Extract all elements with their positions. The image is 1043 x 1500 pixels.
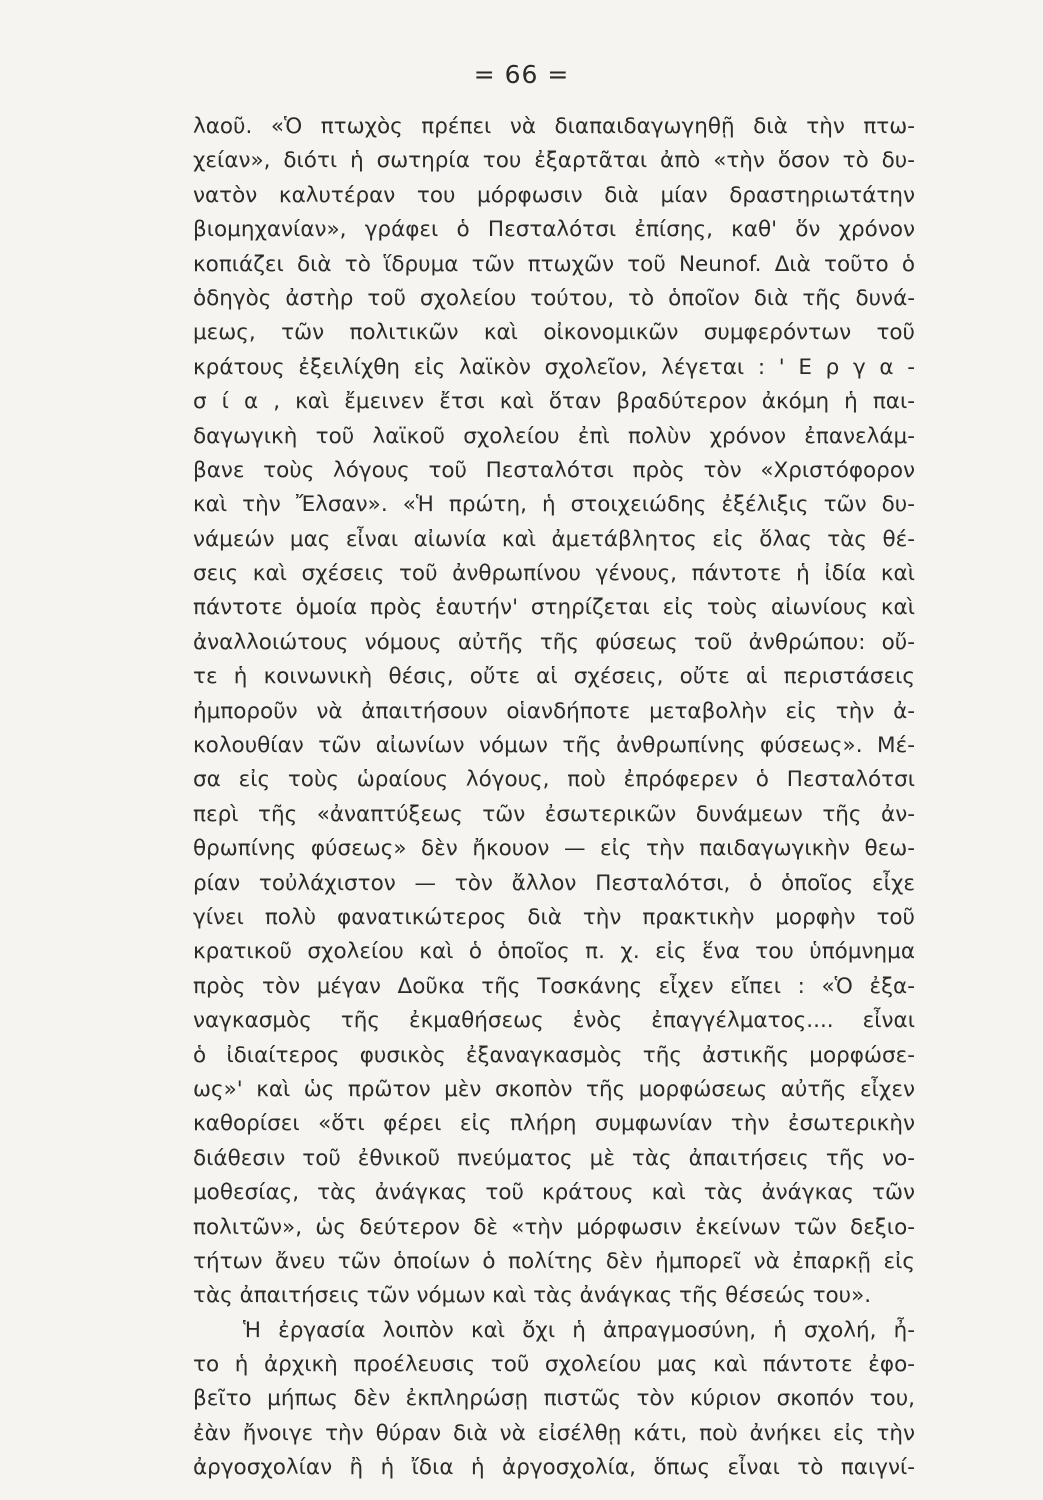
text-line: ὁ ἰδιαίτερος φυσικὸς ἐξαναγκασμὸς τῆς ἀστικῆς μορφώσε- bbox=[193, 1042, 915, 1068]
text-line: τήτων ἄνευ τῶν ὁποίων ὁ πολίτης δὲν ἠμπορεῖ νὰ ἐπαρκῇ εἰς bbox=[193, 1248, 915, 1274]
text-line: δαγωγικὴ τοῦ λαϊκοῦ σχολείου ἐπὶ πολὺν χρόνον ἐπανελάμ- bbox=[193, 423, 915, 449]
text-line: ρίαν τοὐλάχιστον — τὸν ἄλλον Πεσταλότσι, ὁ ὁποῖος εἶχε bbox=[193, 870, 915, 896]
text-line: σα εἰς τοὺς ὡραίους λόγους, ποὺ ἐπρόφερεν ὁ Πεσταλότσι bbox=[193, 767, 915, 793]
text-line: ως»' καὶ ὡς πρῶτον μὲν σκοπὸν τῆς μορφώσεως αὐτῆς εἶχεν bbox=[193, 1076, 915, 1102]
text-line: βανε τοὺς λόγους τοῦ Πεσταλότσι πρὸς τὸν «Χριστόφορον bbox=[193, 457, 915, 483]
text-line: το ἡ ἀρχικὴ προέλευσις τοῦ σχολείου μας καὶ πάντοτε ἐφο- bbox=[193, 1352, 915, 1378]
text-line: ἀναλλοιώτους νόμους αὐτῆς τῆς φύσεως τοῦ ἀνθρώπου: οὔ- bbox=[193, 629, 915, 655]
text-line: μοθεσίας, τὰς ἀνάγκας τοῦ κράτους καὶ τὰς ἀνάγκας τῶν bbox=[193, 1180, 915, 1206]
paragraph-1 bbox=[193, 110, 915, 1314]
text-line: ναγκασμὸς τῆς ἐκμαθήσεως ἑνὸς ἐπαγγέλματος.... εἶναι bbox=[193, 1008, 915, 1034]
page-number: = 66 = bbox=[473, 60, 570, 89]
text-line: ἀργοσχολίαν ἢ ἡ ἴδια ἡ ἀργοσχολία, ὅπως εἶναι τὸ παιγνί- bbox=[193, 1455, 915, 1481]
body-text bbox=[193, 110, 915, 1486]
text-line: σ ί α , καὶ ἔμεινεν ἔτσι καὶ ὅταν βραδύτερον ἀκόμη ἡ παι- bbox=[193, 389, 915, 415]
text-line: βιομηχανίαν», γράφει ὁ Πεσταλότσι ἐπίσης, καθ' ὅν χρόνον bbox=[193, 217, 915, 243]
text-line: νάμεών μας εἶναι αἰωνία καὶ ἀμετάβλητος εἰς ὅλας τὰς θέ- bbox=[193, 526, 915, 552]
text-line: καὶ τὴν Ἔλσαν». «Ἡ πρώτη, ἡ στοιχειώδης ἐξέλιξις τῶν δυ- bbox=[193, 492, 915, 518]
text-line: κοπιάζει διὰ τὸ ἵδρυμα τῶν πτωχῶν τοῦ Neunof. Διὰ τοῦτο ὁ bbox=[193, 251, 915, 277]
text-line: χείαν», διότι ἡ σωτηρία του ἐξαρτᾶται ἀπὸ «τὴν ὅσον τὸ δυ- bbox=[193, 148, 915, 174]
paragraph-2 bbox=[193, 1314, 915, 1486]
text-line: τὰς ἀπαιτήσεις τῶν νόμων καὶ τὰς ἀνάγκας τῆς θέσεώς του». bbox=[193, 1283, 872, 1309]
text-line: βεῖτο μήπως δὲν ἐκπληρώσῃ πιστῶς τὸν κύριον σκοπόν του, bbox=[193, 1386, 915, 1412]
text-line: κράτους ἐξειλίχθη εἰς λαϊκὸν σχολεῖον, λέγεται : ' Ε ρ γ α - bbox=[193, 354, 915, 380]
text-line: πάντοτε ὁμοία πρὸς ἑαυτήν' στηρίζεται εἰς τοὺς αἰωνίους καὶ bbox=[193, 595, 915, 621]
text-line: Ἡ ἐργασία λοιπὸν καὶ ὄχι ἡ ἀπραγμοσύνη, ἡ σχολή, ἦ- bbox=[243, 1317, 915, 1343]
text-line: λαοῦ. «Ὁ πτωχὸς πρέπει νὰ διαπαιδαγωγηθῇ διὰ τὴν πτω- bbox=[193, 114, 915, 139]
text-line: κολουθίαν τῶν αἰωνίων νόμων τῆς ἀνθρωπίνης φύσεως». Μέ- bbox=[193, 733, 915, 759]
text-line: νατὸν καλυτέραν του μόρφωσιν διὰ μίαν δραστηριωτάτην bbox=[193, 182, 915, 208]
text-line: θρωπίνης φύσεως» δὲν ἤκουον — εἰς τὴν παιδαγωγικὴν θεω- bbox=[193, 836, 915, 862]
text-line: ἐὰν ἤνοιγε τὴν θύραν διὰ νὰ εἰσέλθῃ κάτι, ποὺ ἀνήκει εἰς τὴν bbox=[193, 1420, 915, 1446]
text-line: μεως, τῶν πολιτικῶν καὶ οἰκονομικῶν συμφερόντων τοῦ bbox=[193, 320, 915, 346]
text-line: κρατικοῦ σχολείου καὶ ὁ ὁποῖος π. χ. εἰς ἕνα του ὑπόμνημα bbox=[193, 939, 915, 965]
text-line: τε ἡ κοινωνικὴ θέσις, οὔτε αἱ σχέσεις, οὔτε αἱ περιστάσεις bbox=[193, 664, 915, 690]
text-line: πολιτῶν», ὡς δεύτερον δὲ «τὴν μόρφωσιν ἐκείνων τῶν δεξιο- bbox=[193, 1214, 915, 1240]
text-line: γίνει πολὺ φανατικώτερος διὰ τὴν πρακτικὴν μορφὴν τοῦ bbox=[193, 904, 915, 930]
text-line: ὁδηγὸς ἀστὴρ τοῦ σχολείου τούτου, τὸ ὁποῖον διὰ τῆς δυνά- bbox=[193, 285, 915, 311]
text-line: σεις καὶ σχέσεις τοῦ ἀνθρωπίνου γένους, πάντοτε ἡ ἰδία καὶ bbox=[193, 561, 915, 587]
text-line: πρὸς τὸν μέγαν Δοῦκα τῆς Τοσκάνης εἶχεν εἴπει : «Ὁ ἐξα- bbox=[193, 973, 915, 999]
text-line: καθορίσει «ὅτι φέρει εἰς πλήρη συμφωνίαν τὴν ἐσωτερικὴν bbox=[193, 1111, 915, 1137]
text-line: ἠμποροῦν νὰ ἀπαιτήσουν οἱανδήποτε μεταβολὴν εἰς τὴν ἀ- bbox=[193, 698, 915, 724]
text-line: περὶ τῆς «ἀναπτύξεως τῶν ἐσωτερικῶν δυνάμεων τῆς ἀν- bbox=[193, 801, 915, 827]
text-line: διάθεσιν τοῦ ἐθνικοῦ πνεύματος μὲ τὰς ἀπαιτήσεις τῆς νο- bbox=[193, 1145, 915, 1171]
